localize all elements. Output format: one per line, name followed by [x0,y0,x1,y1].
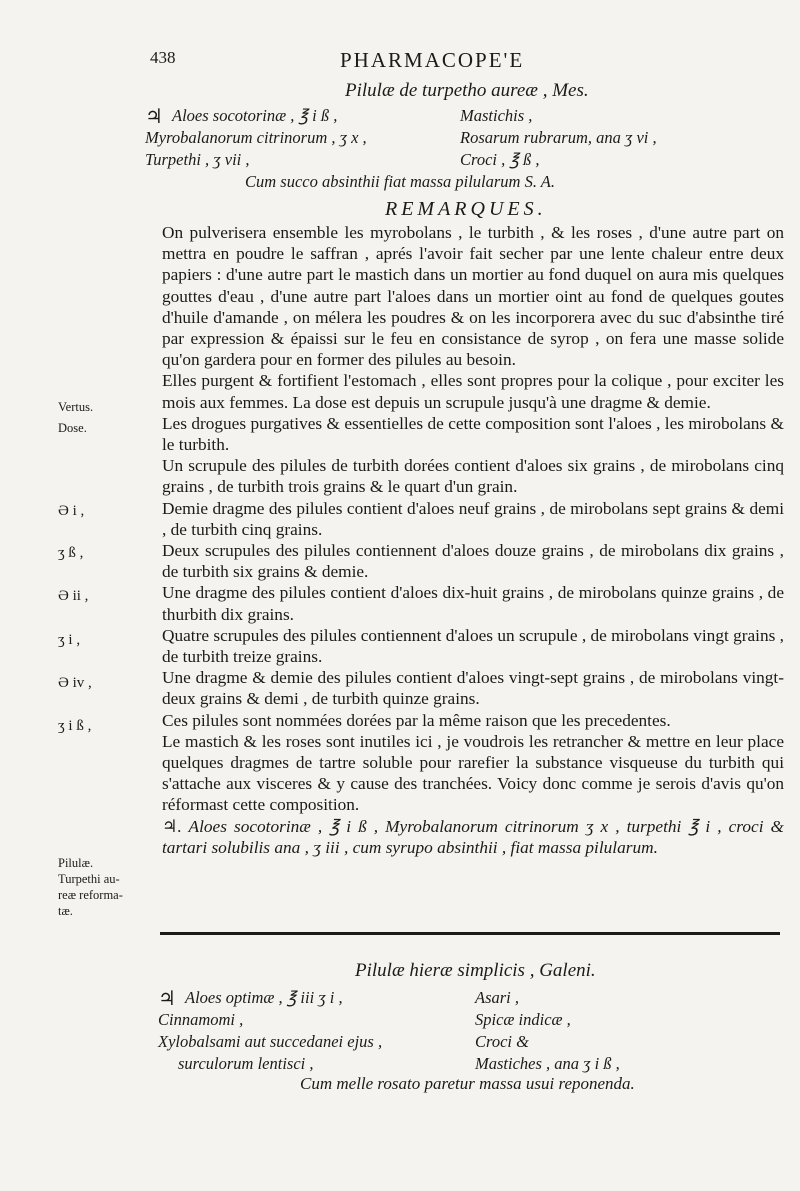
margin-note: reæ reforma- [58,888,123,902]
rx-symbol-icon: ♃ [145,106,163,128]
recipe1-left-item: Turpethi , ʒ vii , [145,150,250,169]
margin-note: Ə iv , [58,675,92,691]
paragraph: Ces pilules sont nommées dorées par la même raison que les precedentes. [162,710,671,730]
paragraph: Le mastich & les roses sont inutiles ici , je voudrois les retrancher & mettre en leur place quelques dragmes de tartre soluble pour rarefier la substance visqueuse du turbith qui s'attache aux visceres & y cause des tranchées. Voicy donc comme je serois d'avis qu'on réformast cette composition. [162,731,784,815]
margin-note: Pilulæ. [58,856,94,870]
recipe1-right-item: Croci , ℥ ß , [460,150,540,169]
recipe1-right-item: Mastichis , [460,106,533,125]
recipe2-closing: Cum melle rosato paretur massa usui reponenda. [300,1074,635,1093]
margin-note: Vertus. [58,400,94,414]
recipe2-right-item: Mastiches , ana ʒ i ß , [475,1054,620,1073]
margin-note: ʒ i , [58,632,81,648]
running-head: PHARMACOPE'E [340,48,525,72]
recipe1-title: Pilulæ de turpetho aureæ , Mes. [345,80,589,101]
page-header [150,48,760,76]
paragraph: Une dragme des pilules contient d'aloes dix-huit grains , de mirobolans quinze grains , de thurbith dix grains. [162,583,784,624]
margin-note: Turpethi au- [58,872,120,886]
paragraph: Les drogues purgatives & essentielles de cette composition sont l'aloes , les mirobolans & le turbith. [162,413,784,455]
recipe2-right-item: Asari , [475,988,520,1007]
reformed-recipe: ♃. Aloes socotorinæ , ℥ i ß , Myrobalanorum citrinorum ʒ x , turpethi ℥ i , croci & tartari solubilis ana , ʒ iii , cum syrupo absinthii , fiat massa pilularum. [162,816,784,857]
margin-note: Ə ii , [58,588,89,604]
recipe2-right-item: Croci & [475,1032,529,1051]
paragraph: Elles purgent & fortifient l'estomach , elles sont propres pour la colique , pour exciter les mois aux femmes. La dose est depuis un scrupule jusqu'à une dragme & demie. [162,371,784,412]
recipe2-left-item: surculorum lentisci , [178,1054,314,1073]
rx-symbol-icon: ♃ [158,988,176,1010]
recipe1-closing: Cum succo absinthii fiat massa pilularum S. A. [245,172,556,191]
recipe2-left-item: Aloes optimæ , ℥ iii ʒ i , [185,988,343,1007]
margin-note: Ə i , [58,503,85,519]
recipe2-right-item: Spicæ indicæ , [475,1010,571,1029]
recipe1-right-item: Rosarum rubrarum, ana ʒ vi , [460,128,657,147]
paragraph: Demie dragme des pilules contient d'aloes neuf grains , de mirobolans sept grains & demi , de turbith cinq grains. [162,498,784,539]
margin-note: Dose. [58,421,87,435]
paragraph: Un scrupule des pilules de turbith dorées contient d'aloes six grains , de mirobolans cinq grains , de turbith trois grains & le quart d'un grain. [162,456,784,497]
recipe2-left-item: Cinnamomi , [158,1010,244,1029]
paragraph: Deux scrupules des pilules contiennent d'aloes douze grains , de mirobolans dix grains , de turbith six grains & demie. [162,541,784,582]
margin-note: tæ. [58,904,73,918]
recipe2-title: Pilulæ hieræ simplicis , Galeni. [355,960,596,981]
body-text [162,222,784,858]
paragraph: Une dragme & demie des pilules contient d'aloes vingt-sept grains , de mirobolans vingt-deux grains & demi , de turbith quinze grains. [162,668,784,709]
remarques-heading: REMARQUES. [385,198,547,220]
page-number: 438 [150,48,176,67]
section-divider [160,932,780,935]
margin-note: ʒ ß , [58,545,84,561]
paragraph: Quatre scrupules des pilules contiennent d'aloes un scrupule , de mirobolans vingt grains , de turbith treize grains. [162,625,784,667]
recipe1-left-item: Aloes socotorinæ , ℥ i ß , [172,106,338,125]
recipe1-left-item: Myrobalanorum citrinorum , ʒ x , [145,128,367,147]
paragraph: On pulverisera ensemble les myrobolans , le turbith , & les roses , d'une autre part on mettra en poudre le saffran , aprés l'avoir fait secher par une lente chaleur entre deux papiers : d'une autre part le mastich dans un mortier au fond duquel on aura mis quelques gouttes d'eau , d'une autre part l'aloes dans un mortier oint au fond de quelques goutes d'huile d'amande , on mélera les poudres & on les incorporera avec du suc d'absinthe tiré par expression & épaissi sur le feu en consistance de syrop , on fera une masse solide qu'on gardera pour en former des pilules au besoin. [162,223,784,370]
recipe2-left-item: Xylobalsami aut succedanei ejus , [158,1032,383,1051]
margin-note: ʒ i ß , [58,718,92,734]
